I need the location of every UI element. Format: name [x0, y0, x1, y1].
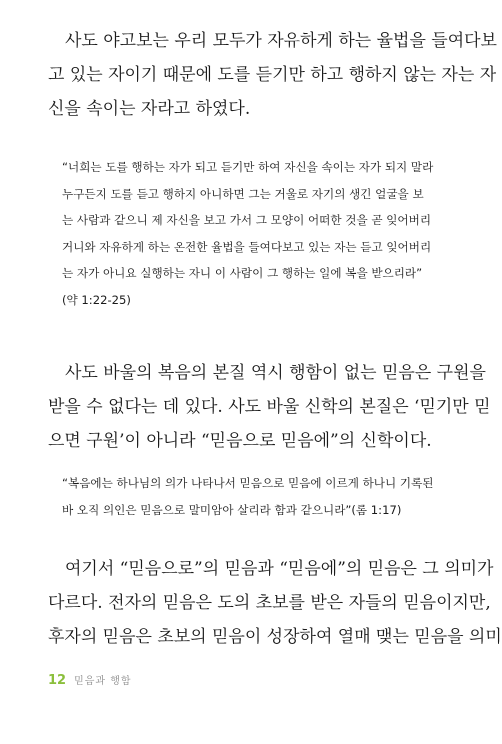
paragraph-2-line: 받을 수 없다는 데 있다. 사도 바울 신학의 본질은 ‘믿기만 믿: [48, 397, 491, 417]
quote-2-line: 바 오직 의인은 믿음으로 말미암아 살리라 함과 같으니라”(롬 1:17): [62, 502, 402, 517]
quote-1-reference: (약 1:22-25): [62, 292, 131, 307]
quote-1-line: “너희는 도를 행하는 자가 되고 듣기만 하여 자신을 속이는 자가 되지 말라: [62, 160, 434, 174]
quote-2-line: “복음에는 하나님의 의가 나타나서 믿음으로 믿음에 이르게 하나니 기록된: [62, 476, 434, 490]
paragraph-1-line: 신을 속이는 자라고 하였다.: [48, 99, 251, 119]
paragraph-1: [48, 24, 497, 126]
paragraph-1-line: 고 있는 자이기 때문에 도를 듣기만 하고 행하지 않는 자는 자: [48, 65, 497, 85]
scripture-quote-1: [62, 154, 432, 313]
paragraph-2: [48, 356, 491, 458]
quote-1-line: 누구든지 도를 듣고 행하지 아니하면 그는 거울로 자기의 생긴 얼굴을 보: [62, 186, 424, 201]
quote-1-line: 는 자가 아니요 실행하는 자니 이 사람이 그 행하는 일에 복을 받으리라”: [62, 266, 423, 280]
paragraph-2-line: 사도 바울의 복음의 본질 역시 행함이 없는 믿음은 구원을: [65, 363, 486, 383]
page-number: 12: [48, 673, 67, 688]
paragraph-1-line: 사도 야고보는 우리 모두가 자유하게 하는 율법을 들여다보: [65, 31, 497, 51]
paragraph-3-line: 후자의 믿음은 초보의 믿음이 성장하여 열매 맺는 믿음을 의미: [48, 627, 502, 647]
paragraph-3: [48, 552, 502, 654]
paragraph-3-line: 다르다. 전자의 믿음은 도의 초보를 받은 자들의 믿음이지만,: [48, 593, 491, 613]
scripture-quote-2: [62, 470, 432, 523]
page-footer: [48, 672, 132, 688]
paragraph-2-line: 으면 구원’이 아니라 “믿음으로 믿음에”의 신학이다.: [48, 431, 432, 451]
running-title: 믿음과 행함: [74, 676, 132, 687]
quote-1-line: 거니와 자유하게 하는 온전한 율법을 들여다보고 있는 자는 듣고 잊어버리: [62, 239, 432, 254]
paragraph-3-line: 여기서 “믿음으로”의 믿음과 “믿음에”의 믿음은 그 의미가: [65, 559, 494, 579]
quote-1-line: 는 사람과 같으니 제 자신을 보고 가서 그 모양이 어떠한 것을 곧 잊어버리: [62, 213, 432, 227]
